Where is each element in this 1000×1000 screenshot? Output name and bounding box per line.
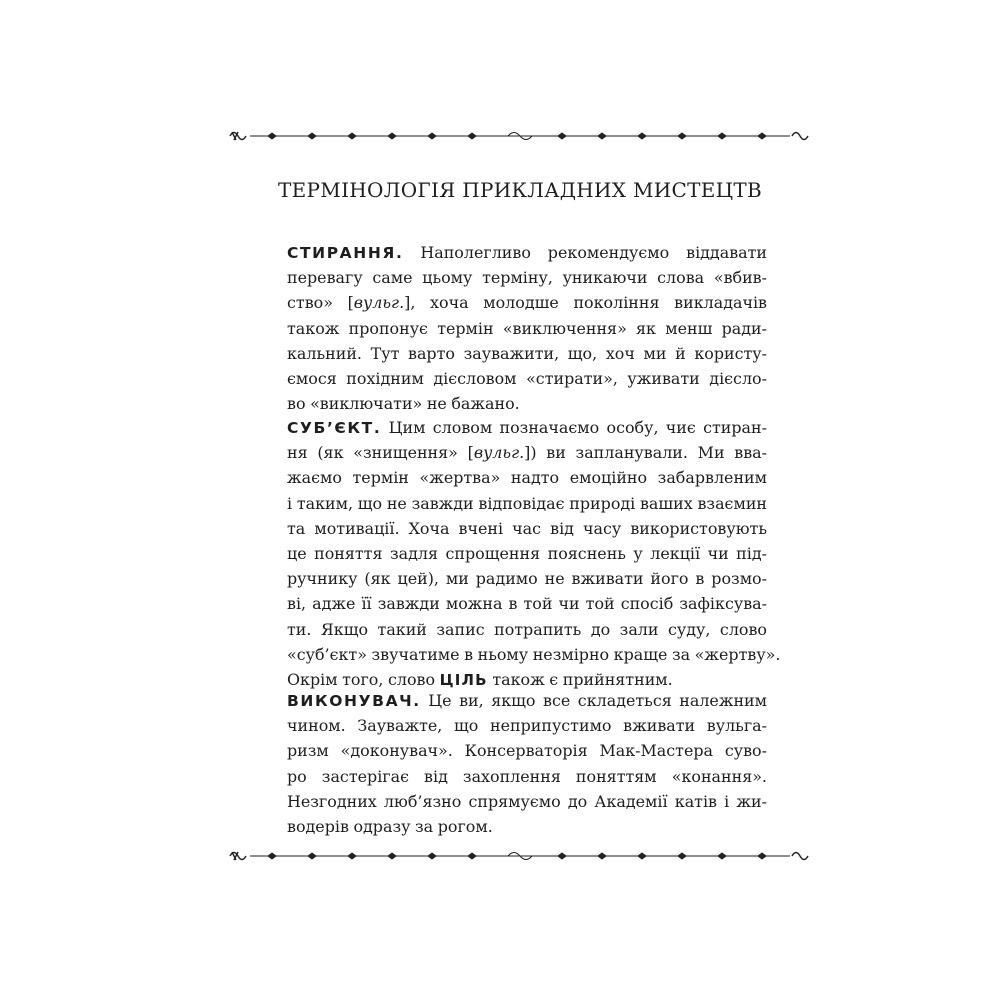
bottom-ornament-divider [228, 848, 812, 864]
text-line: Незгодних люб’язно спрямуємо до Академії катів і жи- [287, 791, 767, 811]
text-line: ня (як «знищення» [вульг.]) ви запланували. Ми вва- [287, 443, 767, 463]
text-line: ризм «доконувач». Консерваторія Мак-Мастера суво- [287, 741, 767, 761]
abbreviation-italic: вульг. [473, 443, 525, 463]
entry-term: ВИКОНУВАЧ. [287, 692, 421, 710]
abbreviation-italic: вульг. [353, 293, 405, 313]
text-line: кальний. Тут варто зауважити, що, хоч ми й користу- [287, 343, 767, 363]
entry-term: СТИРАННЯ. [287, 244, 404, 262]
text-line: СУБ’ЄКТ. Цим словом позначаємо особу, чиє стиран- [287, 418, 767, 437]
page-title: ТЕРМІНОЛОГІЯ ПРИКЛАДНИХ МИСТЕЦТВ [278, 178, 762, 202]
glossary-entry-executor [287, 688, 767, 839]
text-line: та мотивації. Хоча вчені час від часу використовують [287, 518, 767, 538]
text-line: ти. Якщо такий запис потрапить до зали суду, слово [287, 619, 767, 639]
glossary-entry-erasure [287, 240, 767, 416]
text-line: ро застерігає від захоплення поняттям «конання». [287, 766, 767, 786]
text-line: ство» [вульг.], хоча молодше покоління викладачів [287, 293, 767, 313]
text-line: це поняття задля спрощення пояснень у лекції чи під- [287, 543, 767, 563]
inline-term-target: ЦІЛЬ [439, 670, 488, 689]
text-line: ємося похідним дієсловом «стирати», уживати дієсло- [287, 368, 767, 388]
glossary-entry-subject [287, 415, 781, 692]
text-line: во «виключати» не бажано. [287, 394, 520, 414]
text-line: водерів одразу за рогом. [287, 816, 493, 836]
text-line: чином. Зауважте, що неприпустимо вживати вульга- [287, 716, 767, 736]
text-line: ВИКОНУВАЧ. Це ви, якщо все складеться належним [287, 691, 767, 710]
entry-term: СУБ’ЄКТ. [287, 419, 382, 437]
text-line: жаємо термін «жертва» надто емоційно забарвленим [287, 468, 767, 488]
text-line: ручнику (як цей), ми радимо не вживати його в розмо- [287, 569, 767, 589]
text-line: СТИРАННЯ. Наполегливо рекомендуємо віддавати [287, 243, 767, 262]
text-line: «суб’єкт» звучатиме в ньому незмірно краще за «жертву». [287, 644, 781, 664]
text-line: і таким, що не завжди відповідає природі ваших взаємин [287, 493, 767, 513]
text-line: також пропонує термін «виключення» як менш ради- [287, 318, 767, 338]
text-line: Окрім того, слово ЦІЛЬ також є прийнятним. [287, 669, 673, 689]
top-ornament-divider [228, 128, 812, 144]
text-line: перевагу саме цьому терміну, уникаючи слова «вбив- [287, 268, 767, 288]
text-line: ві, адже її завжди можна в той чи той спосіб зафіксува- [287, 594, 767, 614]
